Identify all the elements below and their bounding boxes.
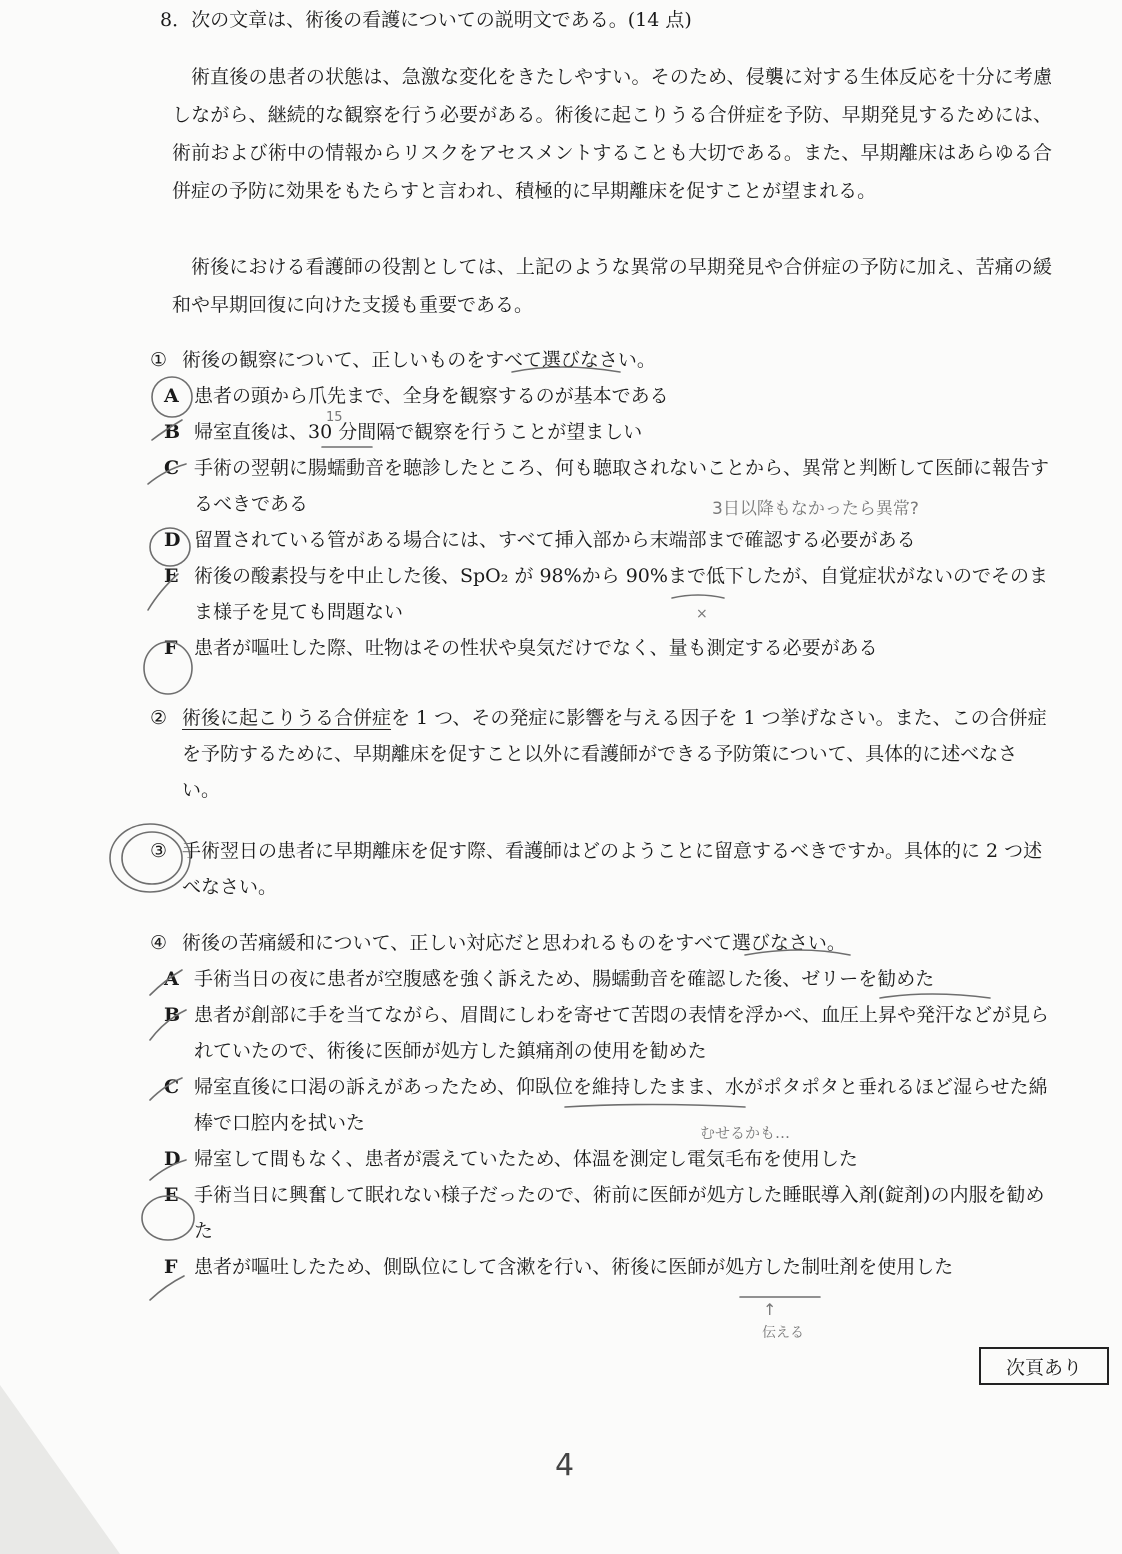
- handwritten-note-q4f: 伝える: [762, 1325, 804, 1341]
- handwritten-cross-q1e: ×: [696, 606, 708, 622]
- q4-option-f: [150, 1249, 1055, 1285]
- q3-number: ③: [150, 840, 168, 862]
- q1-text: 術後の観察について、正しいものをすべて選びなさい。: [182, 349, 656, 371]
- option-label: D: [164, 1148, 181, 1170]
- q4-text: 術後の苦痛緩和について、正しい対応だと思われるものをすべて選びなさい。: [182, 932, 846, 954]
- q2-underlined-term: 術後に起こりうる合併症: [182, 707, 392, 729]
- option-label: C: [164, 457, 180, 479]
- option-label: C: [164, 1076, 180, 1098]
- option-text: 患者の頭から爪先まで、全身を観察するのが基本である: [194, 385, 669, 407]
- q4-number: ④: [150, 932, 168, 954]
- q4-option-e: [150, 1177, 1055, 1249]
- q3-text: 手術翌日の患者に早期離床を促す際、看護師はどのようことに留意するべきですか。具体的に 2 つ述べなさい。: [182, 840, 1043, 898]
- q1-number: ①: [150, 349, 168, 371]
- option-label: F: [164, 1256, 178, 1278]
- q1-option-d: [150, 522, 1055, 558]
- question-3: [150, 833, 1055, 905]
- q1-option-e: [150, 558, 1055, 630]
- option-text: 手術当日の夜に患者が空腹感を強く訴えため、腸蠕動音を確認した後、ゼリーを勧めた: [194, 968, 935, 990]
- q1-option-f: [150, 630, 1055, 666]
- option-text: 留置されている管がある場合には、すべて挿入部から末端部まで確認する必要がある: [194, 529, 916, 551]
- page-number: 4: [555, 1448, 575, 1483]
- question-1: [150, 342, 1055, 666]
- option-text: 患者が嘔吐したため、側臥位にして含漱を行い、術後に医師が処方した制吐剤を使用した: [194, 1256, 954, 1278]
- option-label: D: [164, 529, 181, 551]
- option-label: B: [164, 1004, 181, 1026]
- intro-paragraph-2: 術後における看護師の役割としては、上記のような異常の早期発見や合併症の予防に加え、苦痛の緩和や早期回復に向けた支援も重要である。: [172, 256, 1052, 316]
- q1-option-a: [150, 378, 1055, 414]
- option-label: B: [164, 421, 181, 443]
- option-text: 術後の酸素投与を中止した後、SpO₂ が 98%から 90%まで低下したが、自覚症状がないのでそのまま様子を見ても問題ない: [194, 565, 1048, 623]
- intro-paragraph-1: 術直後の患者の状態は、急激な変化をきたしやすい。そのため、侵襲に対する生体反応を十分に考慮しながら、継続的な観察を行う必要がある。術後に起こりうる合併症を予防、早期発見するためには、術前および術中の情報からリスクをアセスメントすることも大切である。また、早期離床はあらゆる合併症の予防に効果をもたらすと言われ、積極的に早期離床を促すことが望まれる。: [172, 66, 1052, 202]
- option-label: F: [164, 637, 178, 659]
- q1-option-c: [150, 450, 1055, 522]
- q4-option-c: [150, 1069, 1055, 1141]
- option-text: 手術の翌朝に腸蠕動音を聴診したところ、何も聴取されないことから、異常と判断して医師に報告するべきである: [194, 457, 1050, 515]
- page-fold-corner: [0, 1385, 120, 1554]
- q1-option-b: [150, 414, 1055, 450]
- option-text: 帰室直後は、30 分間隔で観察を行うことが望ましい: [194, 421, 643, 443]
- option-label: E: [164, 1184, 179, 1206]
- question-4: [150, 925, 1055, 1285]
- q4-option-b: [150, 997, 1055, 1069]
- next-page-notice: 次頁あり: [979, 1347, 1109, 1385]
- option-text: 帰室して間もなく、患者が震えていたため、体温を測定し電気毛布を使用した: [194, 1148, 858, 1170]
- q2-number: ②: [150, 707, 168, 729]
- q4-option-d: [150, 1141, 1055, 1177]
- q4-option-a: [150, 961, 1055, 997]
- option-label: A: [164, 968, 179, 990]
- option-text: 患者が創部に手を当てながら、眉間にしわを寄せて苦悶の表情を浮かべ、血圧上昇や発汗などが見られていたので、術後に医師が処方した鎮痛剤の使用を勧めた: [194, 1004, 1050, 1062]
- handwritten-note-q4c: むせるかも…: [700, 1124, 791, 1142]
- q2-text: を 1 つ、その発症に影響を与える因子を 1 つ挙げなさい。また、この合併症を予防するために、早期離床を促すこと以外に看護師ができる予防策について、具体的に述べなさい。: [182, 707, 1047, 801]
- handwritten-note-15: 15: [326, 410, 343, 425]
- question-2: [150, 700, 1055, 808]
- option-label: E: [164, 565, 179, 587]
- option-text: 帰室直後に口渇の訴えがあったため、仰臥位を維持したまま、水がポタポタと垂れるほど湿らせた綿棒で口腔内を拭いた: [194, 1076, 1048, 1134]
- option-text: 手術当日に興奮して眠れない様子だったので、術前に医師が処方した睡眠導入剤(錠剤)の内服を勧めた: [194, 1184, 1045, 1242]
- option-text: 患者が嘔吐した際、吐物はその性状や臭気だけでなく、量も測定する必要がある: [194, 637, 878, 659]
- question-title: 8．次の文章は、術後の看護についての説明文である。(14 点): [160, 9, 692, 31]
- handwritten-arrow-q4f: ↑: [763, 1300, 777, 1319]
- option-label: A: [164, 385, 179, 407]
- handwritten-note-q1c: 3日以降もなかったら異常?: [712, 499, 919, 519]
